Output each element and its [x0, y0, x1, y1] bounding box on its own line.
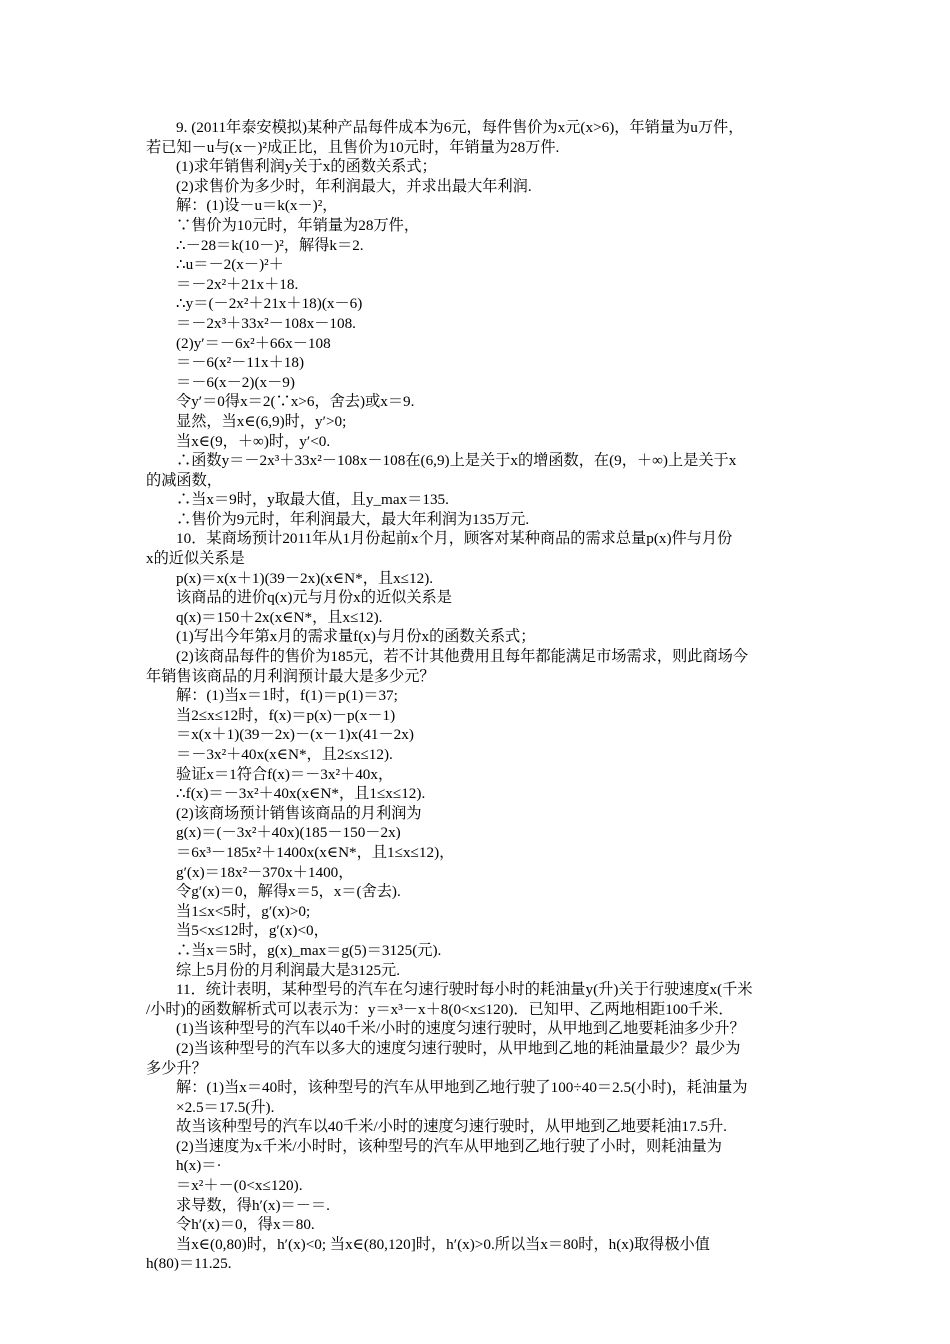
text-line: 当x∈(9，＋∞)时，y′<0.	[176, 432, 331, 450]
text-line: 解：(1)当x＝40时，该种型号的汽车从甲地到乙地行驶了100÷40＝2.5(小时)，耗油量为	[176, 1079, 748, 1097]
text-line: 显然，当x∈(6,9)时，y′>0;	[176, 412, 347, 430]
text-line: 当x∈(0,80)时，h′(x)<0; 当x∈(80,120]时，h′(x)>0.所以当x＝80时，h(x)取得极小值	[176, 1235, 710, 1253]
text-line: 当2≤x≤12时，f(x)＝p(x)－p(x－1)	[176, 706, 396, 724]
text-line: ∵售价为10元时，年销量为28万件，	[176, 216, 419, 234]
text-line: ＝－3x²＋40x(x∈N*，且2≤x≤12).	[176, 746, 393, 763]
text-line: g′(x)＝18x²－370x＋1400，	[176, 863, 354, 881]
text-line: 令g′(x)＝0，解得x＝5，x＝(舍去).	[176, 883, 401, 901]
text-line: (1)求年销售利润y关于x的函数关系式；	[176, 158, 437, 176]
text-line: ∴函数y＝－2x³＋33x²－108x－108在(6,9)上是关于x的增函数，在(9，＋∞)上是关于x	[176, 452, 737, 470]
text-line: (2)当速度为x千米/小时时，该种型号的汽车从甲地到乙地行驶了小时，则耗油量为	[176, 1137, 722, 1155]
text-line: ∴y＝(－2x²＋21x＋18)(x－6)	[176, 295, 363, 313]
text-line: 年销售该商品的月利润预计最大是多少元？	[146, 667, 435, 685]
text-line: ×2.5＝17.5(升).	[176, 1098, 275, 1116]
text-line: ＝－6(x－2)(x－9)	[176, 373, 295, 391]
text-line: 解：(1)设－u＝k(x－)²，	[176, 197, 338, 215]
text-line: ＝x²＋－(0<x≤120).	[176, 1177, 303, 1195]
text-line: ＝－6(x²－11x＋18)	[176, 354, 305, 372]
text-line: (2)该商场预计销售该商品的月利润为	[176, 804, 422, 822]
text-line: 验证x＝1符合f(x)＝－3x²＋40x，	[176, 765, 394, 783]
text-line: (2)该商品每件的售价为185元，若不计其他费用且每年都能满足市场需求，则此商场今	[176, 648, 749, 666]
text-line: ＝x(x＋1)(39－2x)－(x－1)x(41－2x)	[176, 726, 414, 744]
text-line: ∴－28＝k(10－)²，解得k＝2.	[176, 236, 364, 254]
document-page	[146, 118, 810, 1274]
text-line: 若已知－u与(x－)²成正比，且售价为10元时，年销量为28万件.	[146, 138, 560, 156]
text-line: (2)当该种型号的汽车以多大的速度匀速行驶时，从甲地到乙地的耗油量最少？最少为	[176, 1039, 741, 1057]
text-line: ＝－2x²＋21x＋18.	[176, 275, 299, 293]
text-line: ∴f(x)＝－3x²＋40x(x∈N*，且1≤x≤12).	[176, 785, 426, 803]
text-line: 10．某商场预计2011年从1月份起前x个月，顾客对某种商品的需求总量p(x)件与月份	[176, 530, 733, 548]
text-line: 故当该种型号的汽车以40千米/小时的速度匀速行驶时，从甲地到乙地要耗油17.5升.	[176, 1118, 727, 1136]
text-line: 令h′(x)＝0，得x＝80.	[176, 1216, 315, 1234]
text-line: ∴售价为9元时，年利润最大，最大年利润为135万元.	[176, 510, 530, 528]
text-line: 求导数，得h′(x)＝－＝.	[176, 1196, 330, 1214]
text-line: (2)求售价为多少时，年利润最大，并求出最大年利润.	[176, 177, 532, 195]
text-line: g(x)＝(－3x²＋40x)(185－150－2x)	[176, 824, 401, 842]
text-line: h(80)＝11.25.	[146, 1255, 232, 1273]
text-line: 当1≤x<5时，g′(x)>0;	[176, 902, 311, 920]
text-line: 多少升？	[146, 1059, 207, 1077]
text-line: 的减函数，	[146, 471, 222, 489]
text-line: 综上5月份的月利润最大是3125元.	[176, 961, 401, 979]
text-line: ＝6x³－185x²＋1400x(x∈N*，且1≤x≤12)，	[176, 843, 455, 861]
text-line: 该商品的进价q(x)元与月份x的近似关系是	[176, 589, 452, 607]
text-line: 11．统计表明，某种型号的汽车在匀速行驶时每小时的耗油量y(升)关于行驶速度x(千米	[176, 981, 753, 999]
text-line: 令y′＝0得x＝2(∵x>6，舍去)或x＝9.	[176, 393, 415, 411]
text-line: q(x)＝150＋2x(x∈N*，且x≤12).	[176, 608, 383, 626]
text-line: 解：(1)当x＝1时，f(1)＝p(1)＝37;	[176, 687, 398, 705]
text-line: 当5<x≤12时，g′(x)<0，	[176, 922, 329, 940]
text-line: p(x)＝x(x＋1)(39－2x)(x∈N*，且x≤12).	[176, 569, 434, 587]
text-line: ∴当x＝5时，g(x)_max＝g(5)＝3125(元).	[176, 941, 442, 959]
text-line: (1)当该种型号的汽车以40千米/小时的速度匀速行驶时，从甲地到乙地要耗油多少升？	[176, 1020, 745, 1038]
text-line: (2)y′＝－6x²＋66x－108	[176, 334, 331, 352]
text-line: /小时)的函数解析式可以表示为：y＝x³－x＋8(0<x≤120)．已知甲、乙两地相距100千米．	[146, 1000, 734, 1018]
text-line: 9. (2011年泰安模拟)某种产品每件成本为6元，每件售价为x元(x>6)，年销量为u万件，	[176, 119, 744, 136]
text-line: ＝－2x³＋33x²－108x－108.	[176, 314, 356, 332]
text-line: h(x)＝·	[176, 1157, 222, 1175]
text-line: ∴u＝－2(x－)²＋	[176, 256, 284, 274]
text-line: x的近似关系是	[146, 550, 245, 568]
text-line: ∴当x＝9时，y取最大值，且y_max＝135.	[176, 491, 449, 509]
text-line: (1)写出今年第x月的需求量f(x)与月份x的函数关系式；	[176, 628, 536, 646]
